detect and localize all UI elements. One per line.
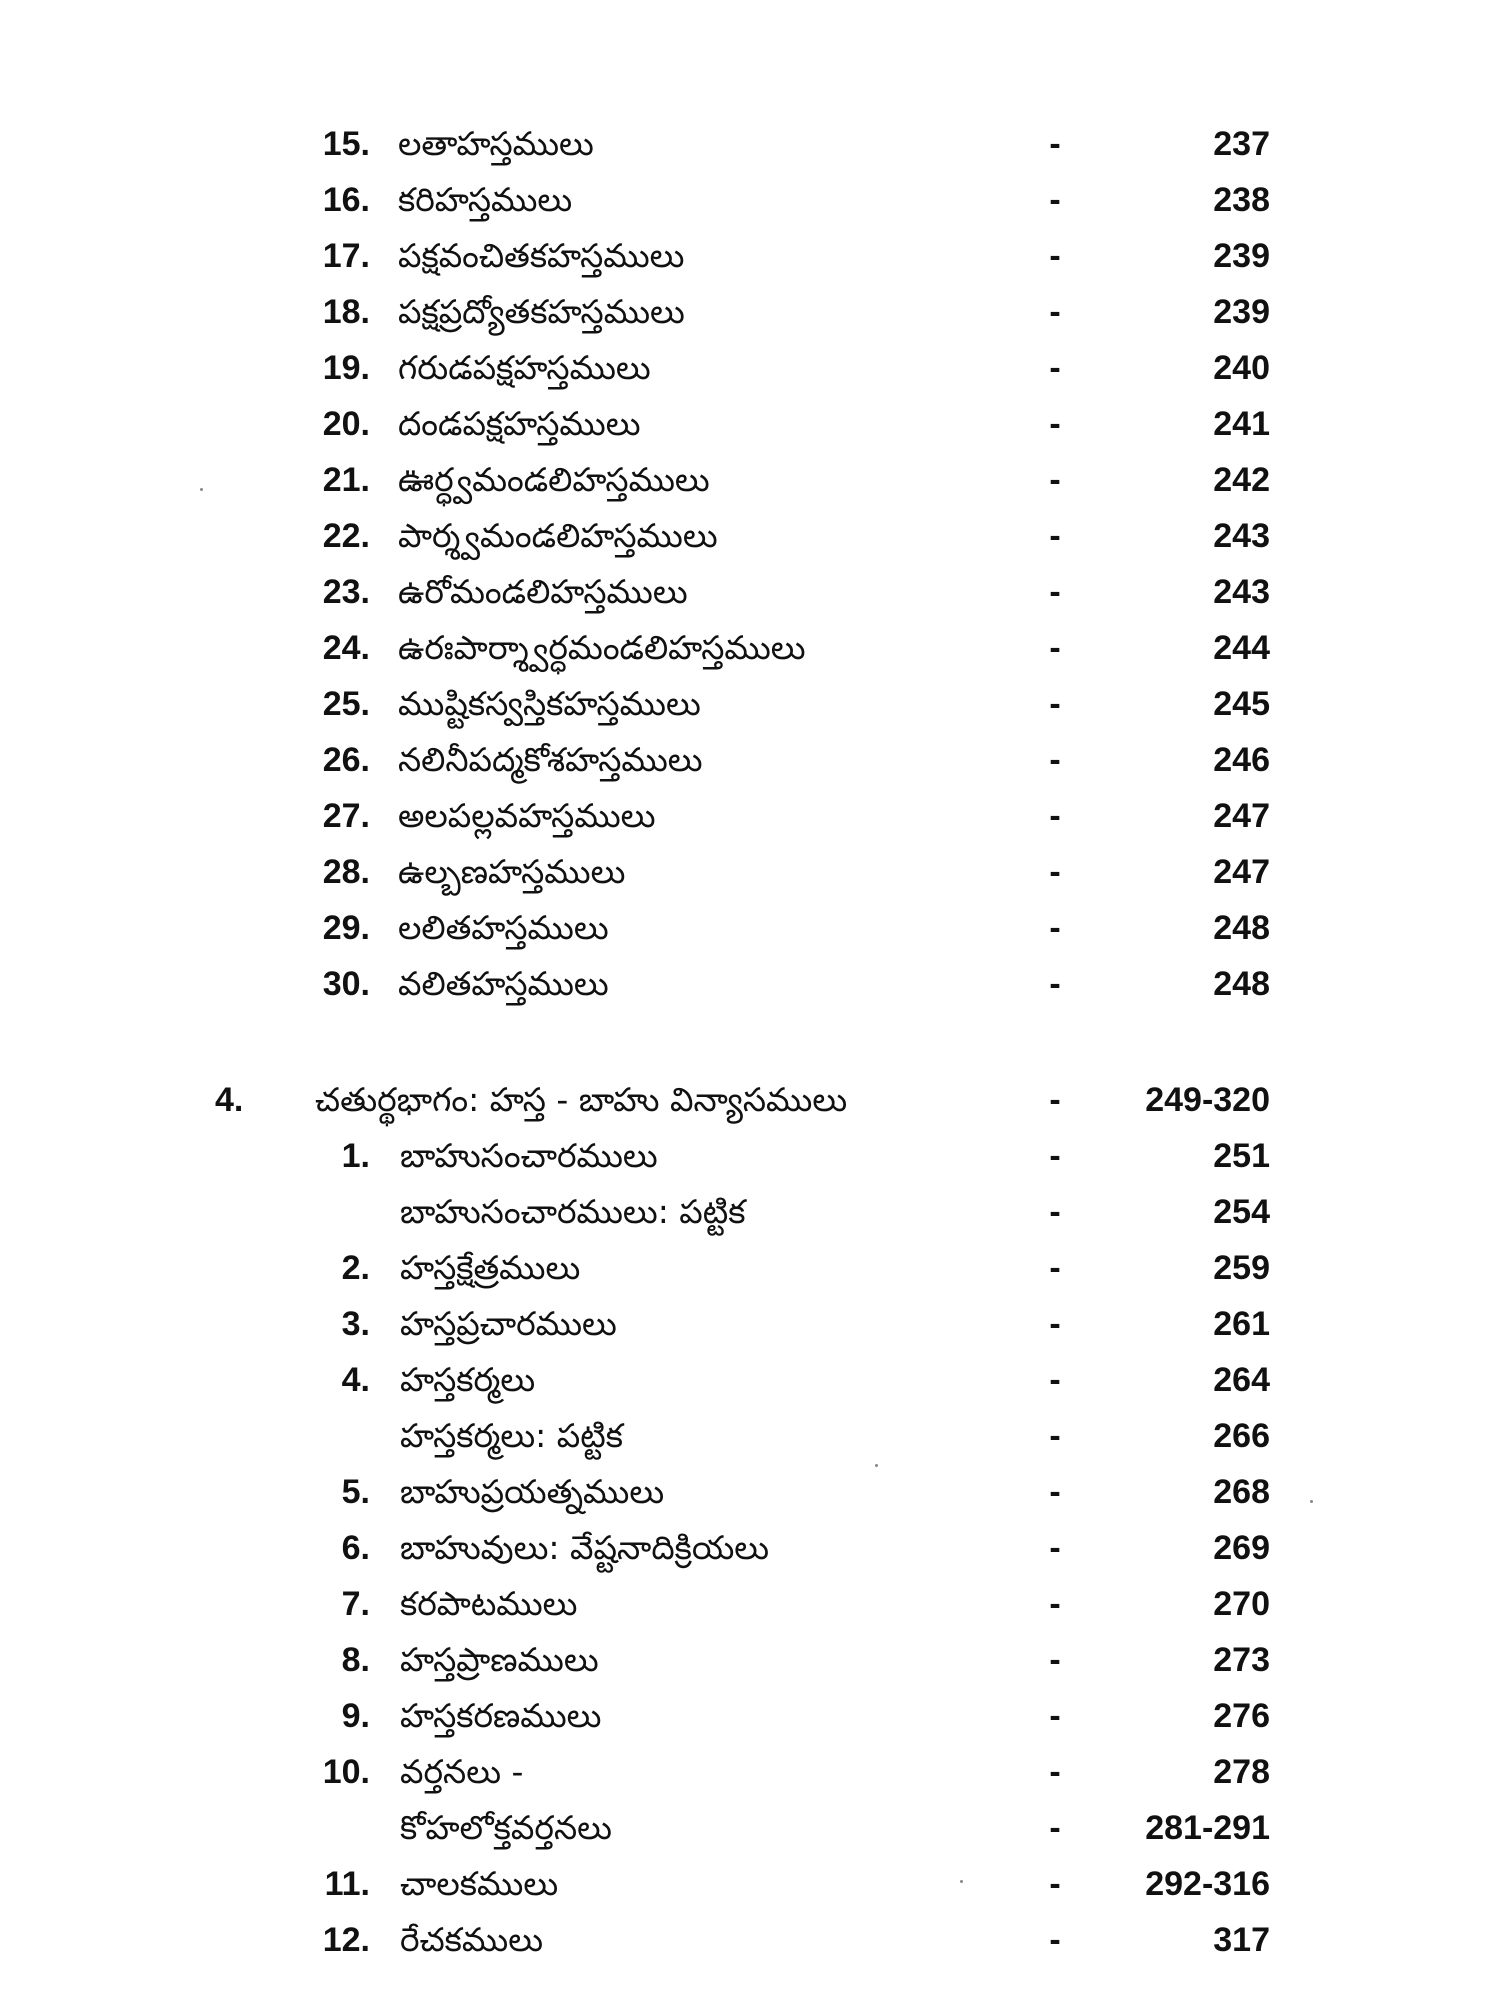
toc-row (0, 396, 1500, 452)
entry-number: 8. (341, 1641, 370, 1679)
separator-dash: - (1049, 853, 1061, 891)
entry-title: పక్షప్రద్యోతకహస్తములు (398, 292, 685, 331)
entry-title: హస్తప్రచారములు (400, 1304, 617, 1343)
entry-number: 29. (322, 909, 370, 947)
entry-number: 6. (341, 1529, 370, 1567)
separator-dash: - (1049, 293, 1061, 331)
separator-dash: - (1049, 797, 1061, 835)
entry-title: వలితహస్తములు (398, 964, 609, 1003)
page-number: 247 (1213, 797, 1270, 835)
entry-title: అలపల్లవహస్తములు (398, 796, 656, 835)
entry-number: 3. (341, 1305, 370, 1343)
entry-number: 9. (341, 1697, 370, 1735)
page-number: 246 (1213, 741, 1270, 779)
page-number: 269 (1213, 1529, 1270, 1567)
toc-row (0, 620, 1500, 676)
page-number: 259 (1213, 1249, 1270, 1287)
separator-dash: - (1049, 349, 1061, 387)
entry-title: హస్తకరణములు (400, 1696, 602, 1735)
toc-row (0, 732, 1500, 788)
entry-number: 19. (322, 349, 370, 387)
toc-row (0, 1352, 1500, 1408)
page-number: 251 (1213, 1137, 1270, 1175)
entry-number: 24. (322, 629, 370, 667)
page-number: 254 (1213, 1193, 1270, 1231)
page-range: 249-320 (1145, 1081, 1270, 1119)
separator-dash: - (1049, 1473, 1061, 1511)
separator-dash: - (1049, 461, 1061, 499)
separator-dash: - (1049, 1417, 1061, 1455)
entry-title: రేచకములు (400, 1920, 544, 1959)
separator-dash: - (1049, 1697, 1061, 1735)
toc-row (0, 1576, 1500, 1632)
toc-row (0, 844, 1500, 900)
page-number: 266 (1213, 1417, 1270, 1455)
page-number: 242 (1213, 461, 1270, 499)
toc-row (0, 508, 1500, 564)
entry-number: 11. (324, 1865, 370, 1903)
separator-dash: - (1049, 573, 1061, 611)
page-number: 270 (1213, 1585, 1270, 1623)
entry-title: హస్తకర్మలు: పట్టిక (400, 1416, 623, 1455)
section-title: చతుర్థభాగం: హస్త - బాహు విన్యాసములు (315, 1080, 848, 1119)
toc-row (0, 116, 1500, 172)
entry-title: లలితహస్తములు (398, 908, 609, 947)
separator-dash: - (1049, 237, 1061, 275)
entry-number: 28. (322, 853, 370, 891)
entry-title: హస్తకర్మలు (400, 1360, 536, 1399)
toc-row (0, 1464, 1500, 1520)
entry-title: కరిహస్తములు (398, 180, 573, 219)
page-number: 273 (1213, 1641, 1270, 1679)
page-number: 243 (1213, 517, 1270, 555)
scan-speck (960, 1880, 963, 1883)
entry-number: 10. (322, 1753, 370, 1791)
toc-row (0, 1632, 1500, 1688)
page-number: 237 (1213, 125, 1270, 163)
separator-dash: - (1049, 405, 1061, 443)
entry-title: ఉరఃపార్శ్వార్ధమండలిహస్తములు (398, 628, 806, 667)
toc-row (0, 1856, 1500, 1912)
page-number: 276 (1213, 1697, 1270, 1735)
separator-dash: - (1049, 1529, 1061, 1567)
toc-row (0, 228, 1500, 284)
entry-title: దండపక్షహస్తములు (398, 404, 641, 443)
toc-row (0, 340, 1500, 396)
toc-row (0, 1520, 1500, 1576)
separator-dash: - (1049, 1753, 1061, 1791)
entry-title: కోహలోక్తవర్తనలు (400, 1808, 612, 1847)
entry-number: 7. (341, 1585, 370, 1623)
toc-row (0, 1240, 1500, 1296)
page-number: 281-291 (1145, 1809, 1270, 1847)
entry-title: ముష్టికస్వస్తికహస్తములు (398, 684, 701, 723)
toc-row (0, 284, 1500, 340)
entry-title: బాహువులు: వేష్టనాదిక్రియలు (400, 1528, 770, 1567)
entry-number: 4. (341, 1361, 370, 1399)
entry-title: వర్తనలు - (400, 1752, 524, 1791)
separator-dash: - (1049, 1249, 1061, 1287)
separator-dash: - (1049, 181, 1061, 219)
entry-title: బాహుసంచారములు (400, 1136, 658, 1175)
page-number: 243 (1213, 573, 1270, 611)
page-number: 239 (1213, 293, 1270, 331)
entry-title: కరపాటములు (400, 1584, 578, 1623)
entry-number: 27. (322, 797, 370, 835)
toc-row (0, 1800, 1500, 1856)
entry-title: పార్శ్వమండలిహస్తములు (398, 516, 718, 555)
separator-dash: - (1049, 1865, 1061, 1903)
toc-row (0, 1128, 1500, 1184)
separator-dash: - (1049, 1921, 1061, 1959)
entry-title: బాహుసంచారములు: పట్టిక (400, 1192, 746, 1231)
entry-title: హస్తప్రాణములు (400, 1640, 599, 1679)
toc-row (0, 452, 1500, 508)
separator-dash: - (1049, 125, 1061, 163)
entry-number: 17. (322, 237, 370, 275)
entry-number: 5. (341, 1473, 370, 1511)
section-heading-row (0, 1072, 1500, 1128)
entry-title: ఉల్బణహస్తములు (398, 852, 626, 891)
separator-dash: - (1049, 741, 1061, 779)
entry-number: 15. (322, 125, 370, 163)
toc-row (0, 1184, 1500, 1240)
scan-speck (1310, 1500, 1313, 1503)
page-number: 248 (1213, 909, 1270, 947)
scan-speck (875, 1464, 878, 1467)
page-number: 247 (1213, 853, 1270, 891)
separator-dash: - (1049, 1641, 1061, 1679)
entry-title: ఉరోమండలిహస్తములు (398, 572, 688, 611)
entry-number: 21. (322, 461, 370, 499)
separator-dash: - (1049, 1585, 1061, 1623)
toc-row (0, 564, 1500, 620)
entry-number: 18. (322, 293, 370, 331)
separator-dash: - (1049, 1809, 1061, 1847)
separator-dash: - (1049, 1081, 1061, 1119)
separator-dash: - (1049, 1305, 1061, 1343)
page-number: 261 (1213, 1305, 1270, 1343)
page-number: 244 (1213, 629, 1270, 667)
entry-title: బాహుప్రయత్నములు (400, 1472, 665, 1511)
entry-number: 26. (322, 741, 370, 779)
toc-row (0, 1408, 1500, 1464)
entry-number: 12. (322, 1921, 370, 1959)
entry-title: గరుడపక్షహస్తములు (398, 348, 651, 387)
entry-title: ఊర్ధ్వమండలిహస్తములు (398, 460, 710, 499)
toc-row (0, 1912, 1500, 1968)
page-number: 238 (1213, 181, 1270, 219)
separator-dash: - (1049, 1193, 1061, 1231)
entry-title: పక్షవంచితకహస్తములు (398, 236, 685, 275)
toc-row (0, 956, 1500, 1012)
toc-row (0, 1744, 1500, 1800)
page-number: 317 (1213, 1921, 1270, 1959)
toc-row (0, 172, 1500, 228)
page-number: 278 (1213, 1753, 1270, 1791)
page-number: 241 (1213, 405, 1270, 443)
entry-number: 30. (322, 965, 370, 1003)
separator-dash: - (1049, 1361, 1061, 1399)
separator-dash: - (1049, 517, 1061, 555)
toc-row (0, 900, 1500, 956)
entry-title: హస్తక్షేత్రములు (400, 1248, 581, 1287)
page-number: 268 (1213, 1473, 1270, 1511)
entry-number: 25. (322, 685, 370, 723)
scan-speck (200, 488, 203, 491)
toc-row (0, 788, 1500, 844)
entry-title: చాలకములు (400, 1864, 559, 1903)
section-number: 4. (215, 1081, 244, 1119)
page-number: 248 (1213, 965, 1270, 1003)
separator-dash: - (1049, 965, 1061, 1003)
separator-dash: - (1049, 909, 1061, 947)
separator-dash: - (1049, 629, 1061, 667)
separator-dash: - (1049, 685, 1061, 723)
page-number: 264 (1213, 1361, 1270, 1399)
entry-title: లతాహస్తములు (398, 124, 594, 163)
toc-row (0, 676, 1500, 732)
page-number: 240 (1213, 349, 1270, 387)
page-number: 245 (1213, 685, 1270, 723)
entry-title: నలినీపద్మకోశహస్తములు (398, 740, 703, 779)
entry-number: 16. (322, 181, 370, 219)
page-number: 292-316 (1145, 1865, 1270, 1903)
toc-row (0, 1296, 1500, 1352)
separator-dash: - (1049, 1137, 1061, 1175)
page-number: 239 (1213, 237, 1270, 275)
entry-number: 20. (322, 405, 370, 443)
entry-number: 23. (322, 573, 370, 611)
entry-number: 22. (322, 517, 370, 555)
entry-number: 1. (341, 1137, 370, 1175)
toc-row (0, 1688, 1500, 1744)
entry-number: 2. (341, 1249, 370, 1287)
